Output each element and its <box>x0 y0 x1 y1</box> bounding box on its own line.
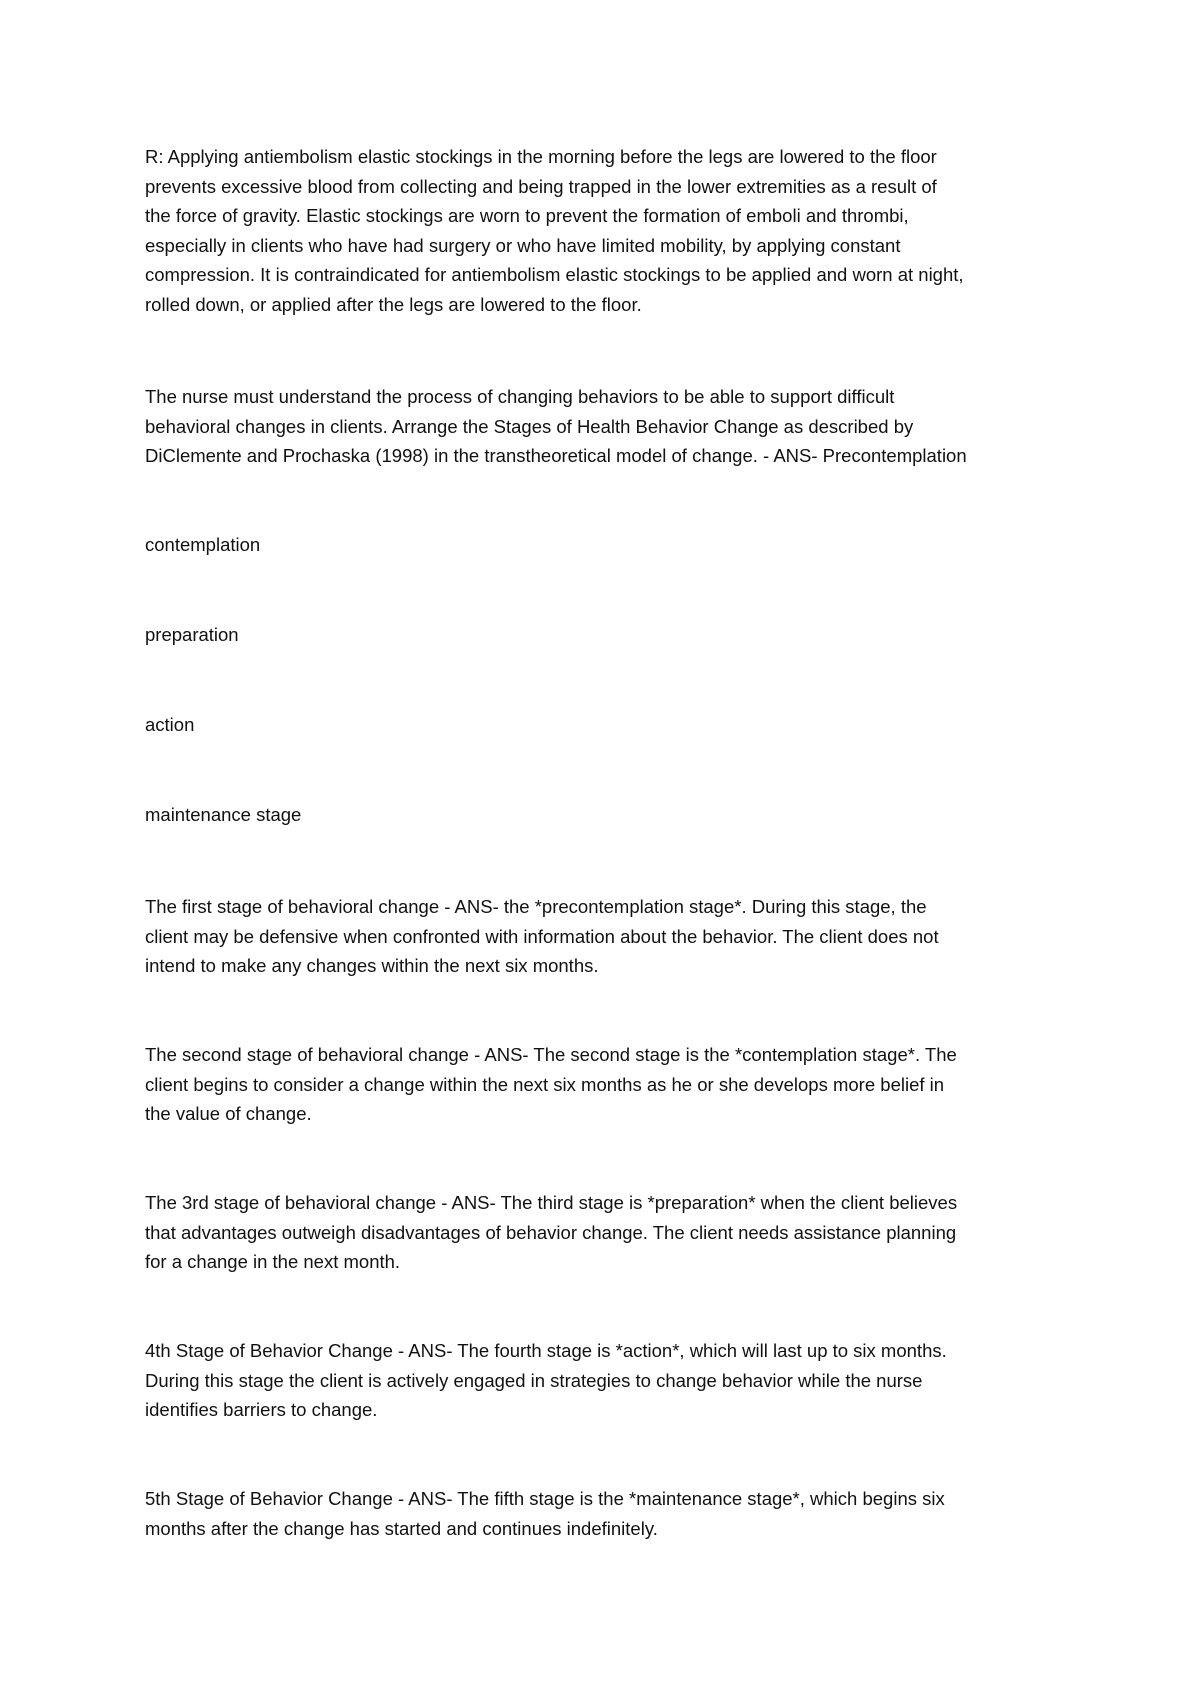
text-line: The nurse must understand the process of changing behaviors to be able to support difficult <box>145 386 895 407</box>
text-line: The 3rd stage of behavioral change - ANS- The third stage is *preparation* when the client believes <box>145 1192 958 1213</box>
text-line: compression. It is contraindicated for antiembolism elastic stockings to be applied and worn at night, <box>145 264 964 285</box>
text-line: The first stage of behavioral change - ANS- the *precontemplation stage*. During this stage, the <box>145 896 927 917</box>
text-line: action <box>145 714 195 735</box>
text-line: 4th Stage of Behavior Change - ANS- The fourth stage is *action*, which will last up to six months. <box>145 1340 947 1361</box>
text-line: DiClemente and Prochaska (1998) in the transtheoretical model of change. - ANS- Precontemplation <box>145 445 967 466</box>
text-line: R: Applying antiembolism elastic stockings in the morning before the legs are lowered to the floor <box>145 146 937 167</box>
text-line: preparation <box>145 624 239 645</box>
paragraph-fourth-stage <box>145 1336 1065 1425</box>
text-line: behavioral changes in clients. Arrange the Stages of Health Behavior Change as described by <box>145 415 914 437</box>
text-line: During this stage the client is actively engaged in strategies to change behavior while the nurse <box>145 1369 923 1391</box>
text-line: prevents excessive blood from collecting and being trapped in the lower extremities as a result of <box>145 175 937 197</box>
text-line: maintenance stage <box>145 804 302 825</box>
text-line: 5th Stage of Behavior Change - ANS- The fifth stage is the *maintenance stage*, which begins six <box>145 1488 945 1509</box>
text-line: The second stage of behavioral change - ANS- The second stage is the *contemplation stage*. The <box>145 1044 957 1065</box>
text-line: that advantages outweigh disadvantages of behavior change. The client needs assistance planning <box>145 1221 957 1243</box>
text-line: especially in clients who have had surgery or who have limited mobility, by applying constant <box>145 234 901 256</box>
paragraph-stockings-rationale <box>145 142 1065 319</box>
paragraph-behavior-change-question <box>145 382 1065 471</box>
text-line: client may be defensive when confronted with information about the behavior. The client does not <box>145 925 939 947</box>
paragraph-third-stage <box>145 1188 1065 1277</box>
paragraph-fifth-stage <box>145 1484 1065 1543</box>
paragraph-action <box>145 710 1065 740</box>
paragraph-preparation <box>145 620 1065 650</box>
text-line: for a change in the next month. <box>145 1251 401 1272</box>
paragraph-maintenance <box>145 800 1065 830</box>
paragraph-second-stage <box>145 1040 1065 1129</box>
paragraph-first-stage <box>145 892 1065 981</box>
text-line: the value of change. <box>145 1103 312 1124</box>
text-line: contemplation <box>145 534 261 555</box>
text-line: rolled down, or applied after the legs are lowered to the floor. <box>145 293 642 315</box>
text-line: months after the change has started and continues indefinitely. <box>145 1517 658 1539</box>
text-line: intend to make any changes within the next six months. <box>145 955 599 976</box>
text-line: client begins to consider a change within the next six months as he or she develops more belief in <box>145 1073 945 1095</box>
paragraph-contemplation <box>145 530 1065 560</box>
text-line: the force of gravity. Elastic stockings are worn to prevent the formation of emboli and thrombi, <box>145 205 909 226</box>
text-line: identifies barriers to change. <box>145 1399 378 1420</box>
